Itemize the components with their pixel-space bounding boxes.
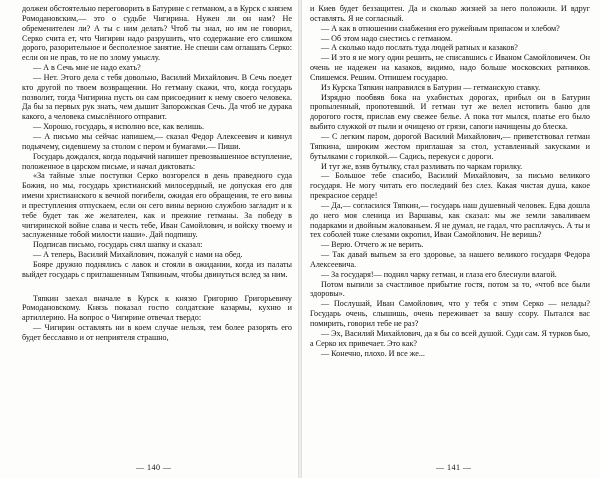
left-section2-paragraph-2: — Чигирин оставлять ни в коем случае нельзя, тем более разорять его будет бесславно и от неприятеля страшно, xyxy=(22,323,292,342)
right-paragraph-16: — Послушай, Иван Самойлович, что у тебя с этим Серко — нелады? Государь очень, слышишь, очень переживает за вашу ссору. Пытался вас помирить, говорил тебе не раз? xyxy=(310,299,590,328)
left-section2-paragraph-1: Тяпкин заехал вначале в Курск к князю Григорию Григорьевичу Ромодановскому. Князь показал гостю солдатские казармы, кухню и артиллерию. На вопрос о Чигирине отвечал твердо: xyxy=(22,293,292,323)
right-paragraph-18: — Конечно, плохо. И все же... xyxy=(321,348,425,358)
right-paragraph-10: — Большое тебе спасибо, Василий Михайлович, за письмо великого государя. Не могу читать его последний без слез. Какая чистая душа, какое прекрасное сердце! xyxy=(310,171,590,201)
right-paragraph-15: Потом выпили за счастливое прибытие гостя, потом за то, «чтоб все были здоровы». xyxy=(310,279,590,299)
left-page xyxy=(0,4,298,474)
right-paragraph-2: — А как в отношении снабжения его ружейным припасом и хлебом? xyxy=(321,23,560,33)
right-paragraph-1: и Киев будет беззащитен. Да и сколько жизней за него положили. И вдруг оставлять. Я не согласный. xyxy=(310,4,590,23)
right-paragraph-11: — Да,— согласился Тяпкин,— государь наш душевный человек. Едва дошла до него моя сленица из Варшавы, как сказал: мы же земли заваливаем подарками и двойным жалованьем. Я не думал, не гадал, что расплачусь. А ты и тех соболей тоже слезами окропил, Иван Самойлович. Не веришь? xyxy=(310,200,590,240)
right-paragraph-5: — И это я не могу один решить, не списавшись с Иваном Самойловичем. Он очень не надежен на казаков, видимо, надо больше московских ратников. Спишемся. Решим. Отпишем государю. xyxy=(310,53,590,82)
right-paragraph-3: — Об этом надо снестись с гетманом. xyxy=(321,33,453,43)
left-paragraph-1: должен обстоятельно переговорить в Батурине с гетманом, а в Курск с князем Ромодановским,— это о судьбе Чигирина. Нужен ли он нам? Не обременителен ли? А ты с ним делать? Чтоб ты знал, но им не говорил, Серко счита ет, что Чигирин надо разрушить, что содержание его слишком дорого, разорительное и бесполезное занятие. Не спеши сам оглашать Серко: если он не прав, то не по злому умыслу. xyxy=(22,4,292,63)
left-paragraph-7: «За тайные злые поступки Серко возгорелся в день праведного суда Божия, но мы, государь христианский милосердный, не допуская его для имени христианского к вечной погибели, ожидая его обращения, те его вины и преступления отпускаем, если он сего вины верною службою загладит и к тебе будет так же желателен, как и прежние гетманы. За победу в чигиринской войне слава и честь тебе, Иван Самойлович, и войску твоему и заслуженные тобой милости наши». Дай подпишу. xyxy=(22,171,292,240)
right-page xyxy=(302,4,600,474)
left-paragraph-9: — А теперь, Василий Михайлович, пожалуй с нами на обед. xyxy=(33,250,243,260)
left-page-number: — 140 — xyxy=(136,463,172,472)
left-paragraph-8: Подписав письмо, государь снял шапку и сказал: xyxy=(33,240,203,250)
right-page-number: — 141 — xyxy=(436,463,472,472)
right-paragraph-17: — Эх, Василий Михайлович, да я бы со всей душой. Суди сам. Я турков бью, а Серко их привечает. Это как? xyxy=(310,328,590,348)
right-paragraph-8: — С легким паром, дорогой Василий Михайлович,— приветствовал гетман Тяпкина, широким жестом приглашая за стол, уставленный закусками и бутылками с горилкой.— Садись, перекуси с дороги. xyxy=(310,131,590,161)
left-paragraph-10: Бояре дружно поднялись с лавок и стояли в ожидании, когда из палаты выйдет государь с приглашенным Тяпкиным, чтобы двинуться вслед за ним. xyxy=(22,259,292,279)
right-paragraph-12: — Верю. Отчего ж не верить. xyxy=(321,240,424,250)
left-paragraph-3: — Нет. Этого дела с тебя довольно, Василий Михайлович. В Сечь поедет кто другой по твоем возвращении. Но гетману скажи, что, когда государь позволит, тогда Чигирина пусть он сам присоединит к нему своего человека. Да бы за первых рук знать, чем дышит Запорожская Сечь. Да чтоб не дурака какого, а человека смыслённого отправит. xyxy=(22,72,292,122)
right-paragraph-4: — А сколько надо послать туда людей ратных и казаков? xyxy=(321,43,518,53)
right-paragraph-9: И тут же, взяв бутылку, стал разливать по чаркам горилку. xyxy=(321,161,523,171)
left-paragraph-4: — Хорошо, государь, я исполню все, как велишь. xyxy=(33,122,204,132)
right-paragraph-13: — Так давай выпьем за его здоровье, за нашего великого государя Федора Алексеевича. xyxy=(310,250,590,269)
right-paragraph-7: Изрядно пообвяв бока на ухабистых дорогах, прибыл он в Батурин пропыленный, пропотевший. И гетман тут же велел истопить баню для дорогого гостя, прислав ему свежее белье. А пока тот мылся, платье его было выбито служкой от пыли и очищено от грязи, сапоги начищены до блеска. xyxy=(310,92,590,132)
right-paragraph-14: — За государя!— поднял чарку гетман, и глаза его блеснули влагой. xyxy=(321,269,557,279)
left-paragraph-2: — А в Сечь мне не надо ехать? xyxy=(33,63,141,73)
left-paragraph-5: — А письмо мы сейчас напишем,— сказал Федор Алексеевич и кивнул подьячему, сидевшему за столом с пером и бумагами.— Пиши. xyxy=(22,131,292,151)
left-paragraph-6: Государь дождался, когда подьячий напишет превозвышенное вступление, положенное в царском письме, и начал диктовать: xyxy=(22,151,292,171)
right-paragraph-6: Из Курска Тяпкин направился в Батурин — гетманскую ставку. xyxy=(321,82,541,92)
